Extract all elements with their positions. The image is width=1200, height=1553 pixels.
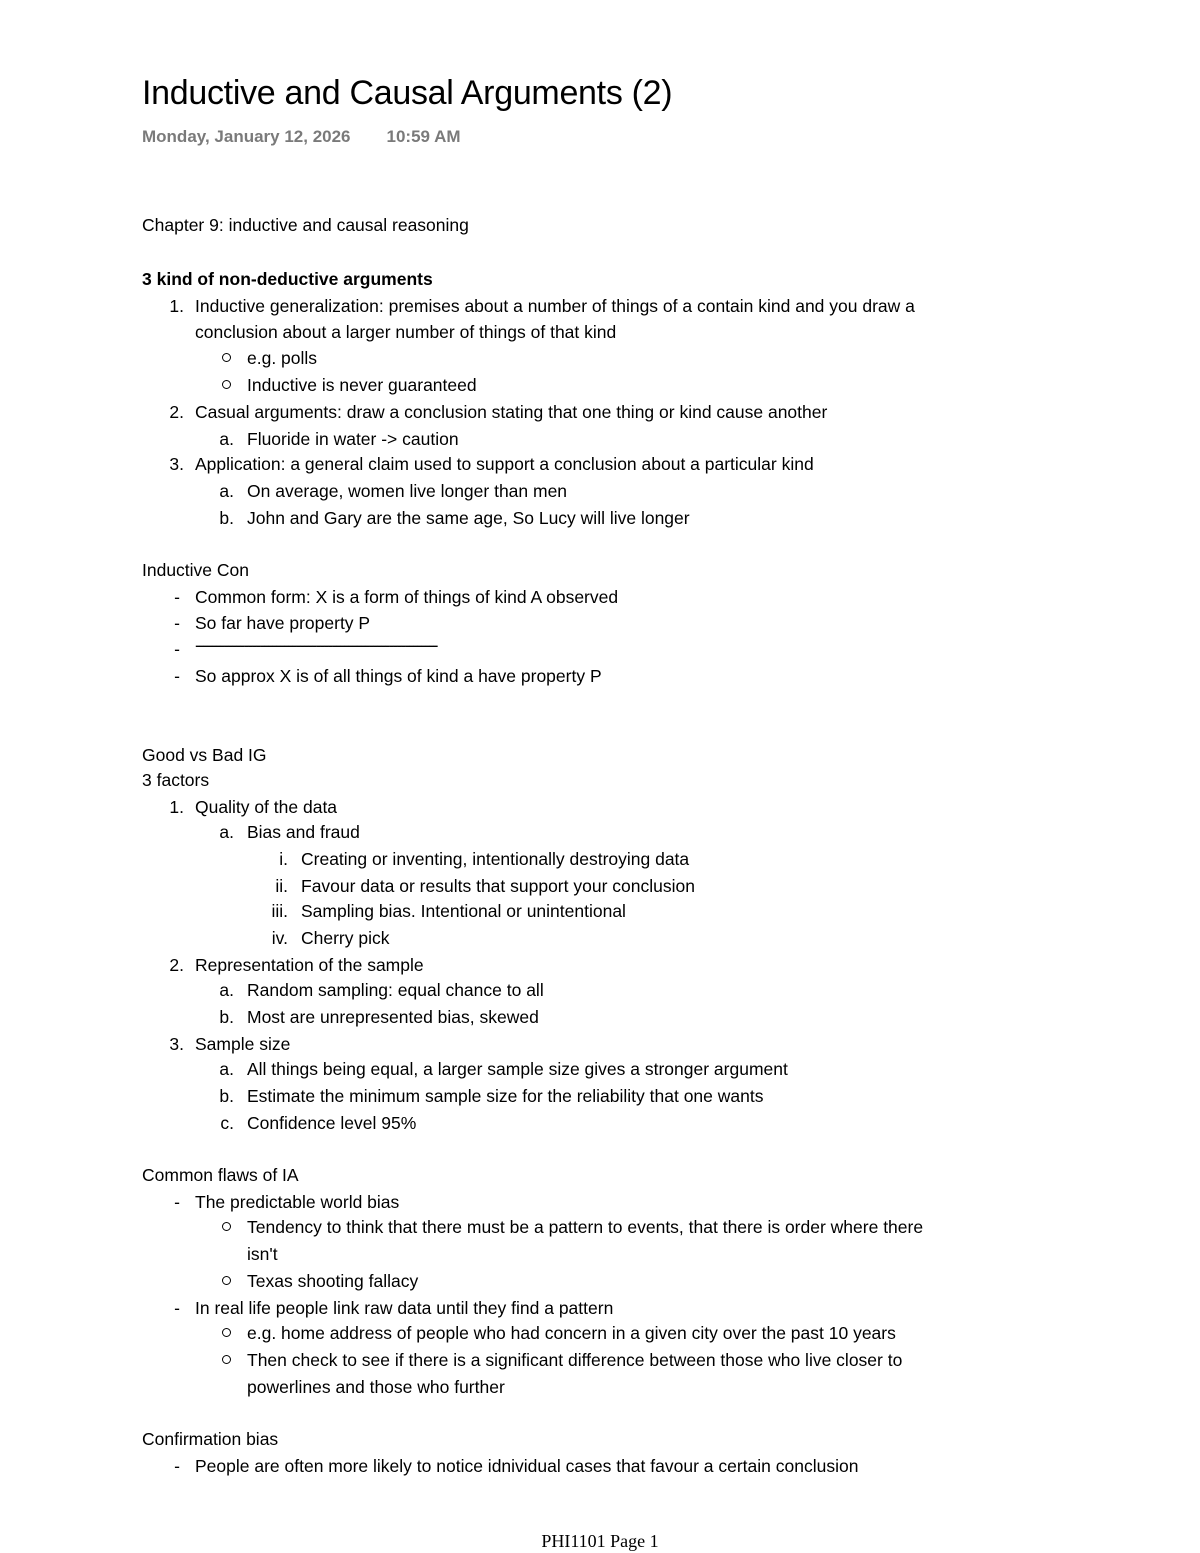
list-item: Random sampling: equal chance to all <box>247 980 544 1000</box>
dash-marker: - <box>174 1298 180 1318</box>
bullet-circle-icon <box>222 380 231 389</box>
list-item: Bias and fraud <box>247 822 360 842</box>
section-heading-kinds: 3 kind of non-deductive arguments <box>142 269 433 289</box>
list-marker: 2. <box>169 402 184 422</box>
list-item: Tendency to think that there must be a pattern to events, that there is order where there <box>247 1217 924 1237</box>
list-item: In real life people link raw data until they find a pattern <box>195 1298 614 1318</box>
list-item: Favour data or results that support your conclusion <box>301 876 695 896</box>
bullet-circle-icon <box>222 1276 231 1285</box>
dash-marker: - <box>174 1456 180 1476</box>
list-item: Most are unrepresented bias, skewed <box>247 1007 539 1027</box>
dash-marker: - <box>174 666 180 686</box>
list-item-continued: powerlines and those who further <box>247 1377 505 1397</box>
list-marker: b. <box>219 1007 234 1027</box>
dash-marker: - <box>174 639 180 659</box>
list-item: Sampling bias. Intentional or unintentional <box>301 901 626 921</box>
list-item: On average, women live longer than men <box>247 481 568 501</box>
list-item: Estimate the minimum sample size for the reliability that one wants <box>247 1086 764 1106</box>
bullet-circle-icon <box>222 1328 231 1337</box>
list-marker: 3. <box>169 454 184 474</box>
list-item: Creating or inventing, intentionally destroying data <box>301 849 690 869</box>
list-marker: a. <box>219 980 234 1000</box>
section-heading-common-flaws: Common flaws of IA <box>142 1165 299 1185</box>
list-item: People are often more likely to notice idnividual cases that favour a certain conclusion <box>195 1456 859 1476</box>
list-marker: ii. <box>275 876 288 896</box>
list-item: Application: a general claim used to support a conclusion about a particular kind <box>195 454 814 474</box>
list-item: Representation of the sample <box>195 955 424 975</box>
list-item: e.g. polls <box>247 348 318 368</box>
list-item: Then check to see if there is a significant difference between those who live closer to <box>247 1350 903 1370</box>
page-footer: PHI1101 Page 1 <box>541 1531 659 1551</box>
list-marker: a. <box>219 429 234 449</box>
list-item: Casual arguments: draw a conclusion stating that one thing or kind cause another <box>195 402 828 422</box>
page-title: Inductive and Causal Arguments (2) <box>142 74 673 112</box>
section-heading-inductive-con: Inductive Con <box>142 560 250 580</box>
page-datetime <box>142 127 461 147</box>
page-date: Monday, January 12, 2026 <box>142 127 351 146</box>
list-item-continued: isn't <box>247 1244 278 1264</box>
chapter-line: Chapter 9: inductive and causal reasoning <box>142 215 469 235</box>
list-item: Quality of the data <box>195 797 338 817</box>
list-marker: 2. <box>169 955 184 975</box>
list-item: All things being equal, a larger sample size gives a stronger argument <box>247 1059 788 1079</box>
list-item: So far have property P <box>195 613 371 633</box>
list-marker: a. <box>219 1059 234 1079</box>
bullet-circle-icon <box>222 1355 231 1364</box>
list-marker: b. <box>219 508 234 528</box>
list-item: Inductive is never guaranteed <box>247 375 477 395</box>
dash-marker: - <box>174 587 180 607</box>
list-marker: i. <box>279 849 288 869</box>
list-marker: b. <box>219 1086 234 1106</box>
list-marker: iv. <box>271 928 288 948</box>
bullet-circle-icon <box>222 1222 231 1231</box>
list-item: Sample size <box>195 1034 291 1054</box>
list-marker: a. <box>219 822 234 842</box>
list-item: e.g. home address of people who had concern in a given city over the past 10 years <box>247 1323 896 1343</box>
section-subheading: 3 factors <box>142 770 210 790</box>
list-item: Inductive generalization: premises about a number of things of a contain kind and you draw a <box>195 296 915 316</box>
dash-marker: - <box>174 1192 180 1212</box>
list-marker: 1. <box>169 296 184 316</box>
list-item: Texas shooting fallacy <box>247 1271 419 1291</box>
page-time: 10:59 AM <box>386 127 461 146</box>
list-marker: iii. <box>271 901 288 921</box>
bullet-circle-icon <box>222 353 231 362</box>
list-item: Cherry pick <box>301 928 390 948</box>
list-marker: a. <box>219 481 234 501</box>
list-marker: c. <box>220 1113 234 1133</box>
list-item: The predictable world bias <box>195 1192 400 1212</box>
section-heading-confirmation-bias: Confirmation bias <box>142 1429 279 1449</box>
list-item-continued: conclusion about a larger number of things of that kind <box>195 322 617 342</box>
list-item: Fluoride in water -> caution <box>247 429 459 449</box>
list-item: John and Gary are the same age, So Lucy will live longer <box>247 508 690 528</box>
list-marker: 1. <box>169 797 184 817</box>
list-marker: 3. <box>169 1034 184 1054</box>
divider-line: ------------------------------------------------------------ <box>195 635 437 655</box>
list-item: So approx X is of all things of kind a have property P <box>195 666 602 686</box>
list-item: Confidence level 95% <box>247 1113 417 1133</box>
dash-marker: - <box>174 613 180 633</box>
section-heading-good-vs-bad: Good vs Bad IG <box>142 745 267 765</box>
list-item: Common form: X is a form of things of kind A observed <box>195 587 619 607</box>
